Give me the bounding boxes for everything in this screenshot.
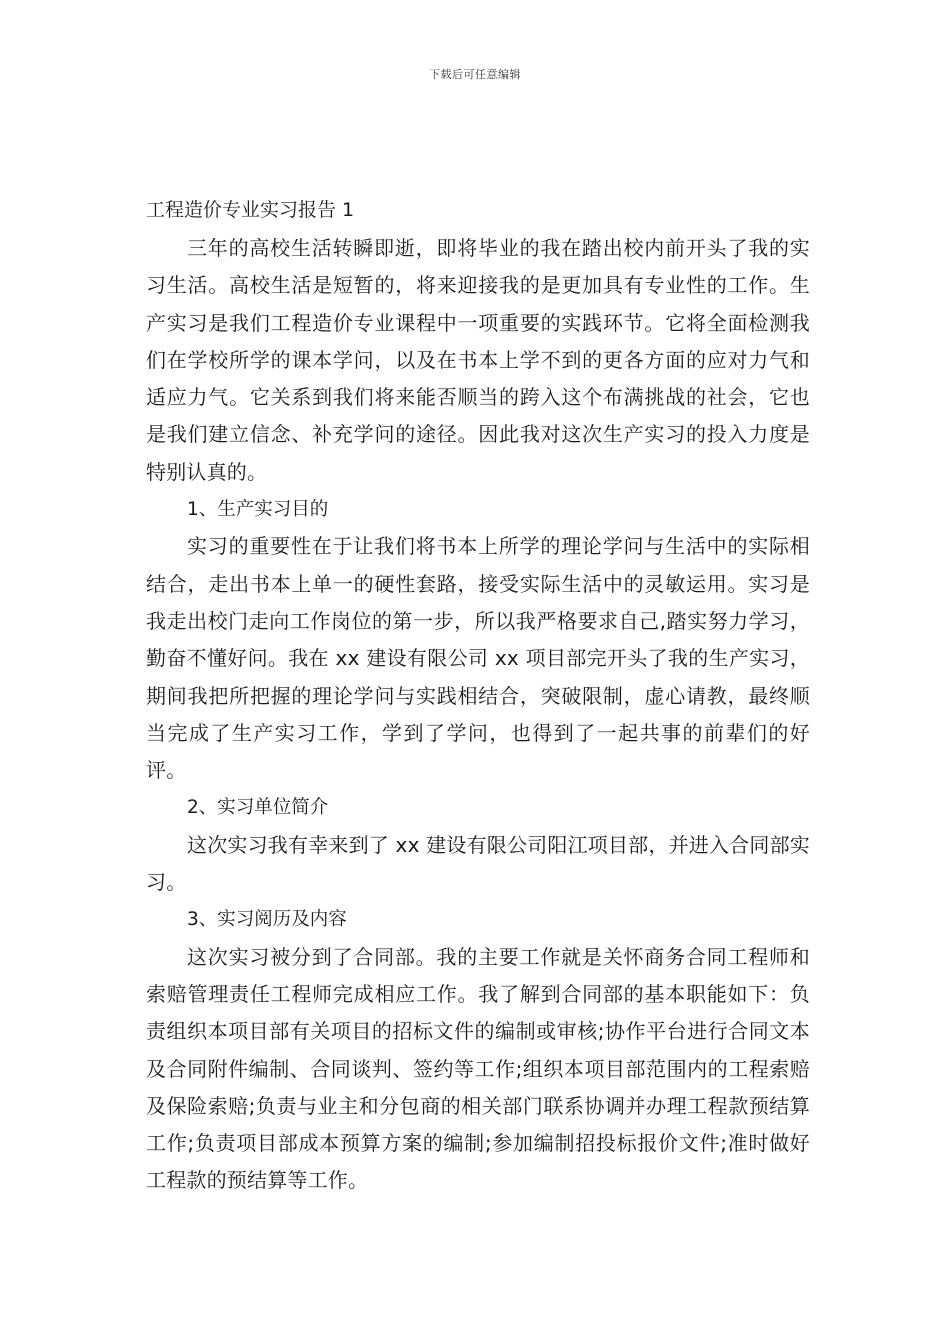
document-body [146, 196, 810, 1200]
section-heading-experience: 3、实习阅历及内容 [187, 909, 347, 931]
section-body-purpose: 实习的重要性在于让我们将书本上所学的理论学问与生活中的实际相结合，走出书本上单一的硬性套路，接受实际生活中的灵敏运用。实习是我走出校门走向工作岗位的第一步，所以我严格要求自己,踏实努力学习，勤奋不懂好问。我在 xx 建设有限公司 xx 项目部完开头了我的生产实习，期间我把所把握的理论学问与实践相结合，突破限制，虚心请教，最终顺当完成了生产实习工作，学到了学问，也得到了一起共事的前辈们的好评。 [146, 534, 810, 783]
section-heading-purpose: 1、生产实习目的 [187, 499, 329, 521]
section-body-experience: 这次实习被分到了合同部。我的主要工作就是关怀商务合同工程师和索赔管理责任工程师完成相应工作。我了解到合同部的基本职能如下：负责组织本项目部有关项目的招标文件的编制或审核;协作平台进行合同文本及合同附件编制、合同谈判、签约等工作;组织本项目部范围内的工程索赔及保险索赔;负责与业主和分包商的相关部门联系协调并办理工程款预结算工作;负责项目部成本预算方案的编制;参加编制招投标报价文件;准时做好工程款的预结算等工作。 [146, 944, 810, 1193]
section-heading-company: 2、实习单位简介 [187, 797, 329, 819]
intro-paragraph: 三年的高校生活转瞬即逝，即将毕业的我在踏出校内前开头了我的实习生活。高校生活是短暂的，将来迎接我的是更加具有专业性的工作。生产实习是我们工程造价专业课程中一项重要的实践环节。它将全面检测我们在学校所学的课本学问，以及在书本上学不到的更各方面的应对力气和适应力气。它关系到我们将来能否顺当的跨入这个布满挑战的社会，它也是我们建立信念、补充学问的途径。因此我对这次生产实习的投入力度是特别认真的。 [146, 236, 810, 484]
document-title: 工程造价专业实习报告 1 [146, 199, 355, 221]
section-body-company: 这次实习我有幸来到了 xx 建设有限公司阳江项目部，并进入合同部实习。 [146, 832, 810, 895]
page-header-note: 下载后可任意编辑 [429, 68, 521, 81]
